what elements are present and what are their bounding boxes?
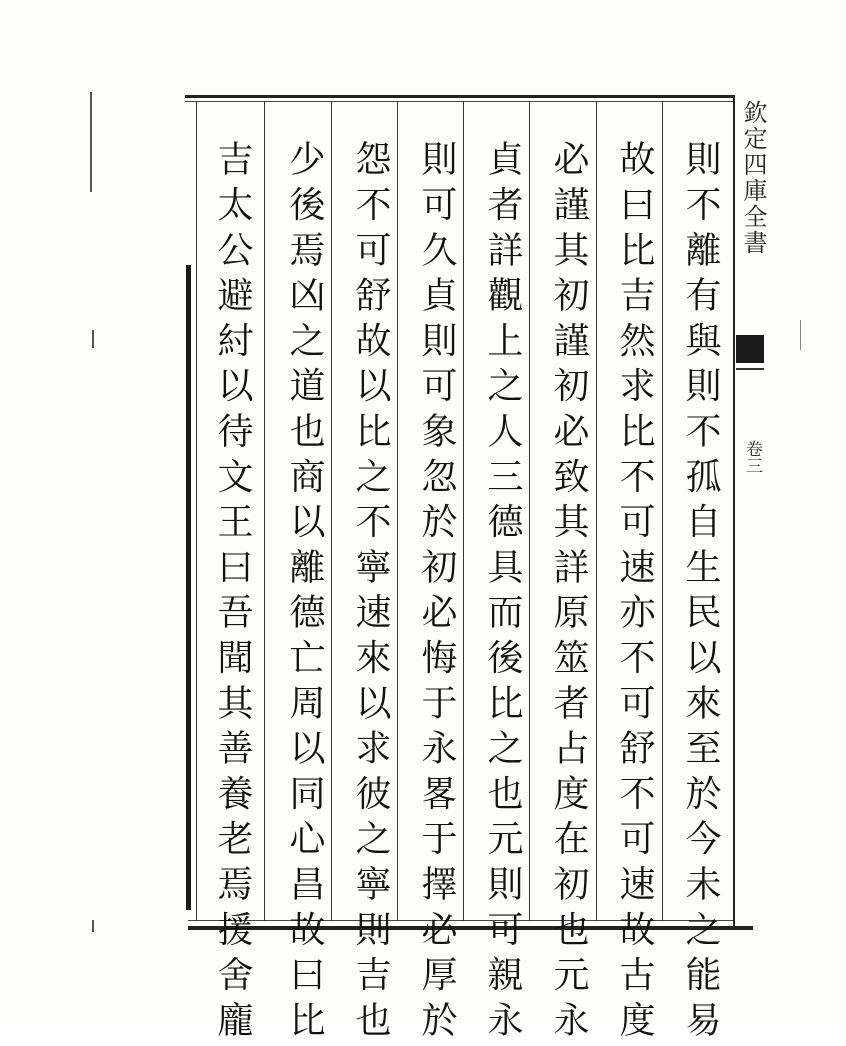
- frame-bottom-border: [188, 926, 753, 930]
- text-column-7: [276, 140, 332, 1046]
- column-divider: [264, 101, 265, 921]
- page-edge-mark: [800, 320, 801, 350]
- frame-left-inner-border: [196, 101, 197, 921]
- column-text: 怨不可舒故以比之不寧速來以求彼之寧則吉也: [350, 140, 391, 1046]
- column-text: 貞者詳觀上之人三德具而後比之也元則可親永: [482, 140, 523, 1046]
- column-text: 少後焉凶之道也商以離德亡周以同心昌故曰比: [284, 140, 325, 1046]
- page-edge-mark: [92, 330, 94, 348]
- volume-label: 卷三: [742, 440, 762, 474]
- text-column-5: [408, 140, 464, 1046]
- page-edge-mark: [92, 920, 94, 932]
- column-text: 故曰比吉然求比不可速亦不可舒不可速故古度: [614, 140, 655, 1046]
- fish-tail-line: [736, 368, 764, 370]
- text-column-6: [342, 140, 398, 1046]
- text-column-2: [606, 140, 662, 1046]
- text-column-8: [204, 140, 260, 1046]
- text-column-1: [672, 140, 728, 1046]
- text-column-4: [474, 140, 530, 1046]
- frame-right-border: [733, 95, 735, 930]
- fish-tail-mark: [736, 335, 764, 363]
- column-text: 吉太公避紂以待文王曰吾聞其善養老焉援舍龐: [212, 140, 253, 1046]
- column-text: 則可久貞則可象忽於初必悔于永畧于擇必厚於: [416, 140, 457, 1046]
- column-divider: [662, 101, 663, 921]
- book-title: 欽定四庫全書: [739, 100, 767, 256]
- column-text: 則不離有與則不孤自生民以來至於今未之能易: [680, 140, 721, 1046]
- column-divider: [596, 101, 597, 921]
- page-edge-mark: [90, 92, 92, 192]
- text-column-3: [540, 140, 596, 1046]
- column-text: 必謹其初謹初必致其詳原筮者占度在初也元永: [548, 140, 589, 1046]
- frame-top-inner-border: [185, 101, 733, 102]
- frame-left-border: [186, 265, 191, 910]
- frame-top-border: [185, 95, 733, 98]
